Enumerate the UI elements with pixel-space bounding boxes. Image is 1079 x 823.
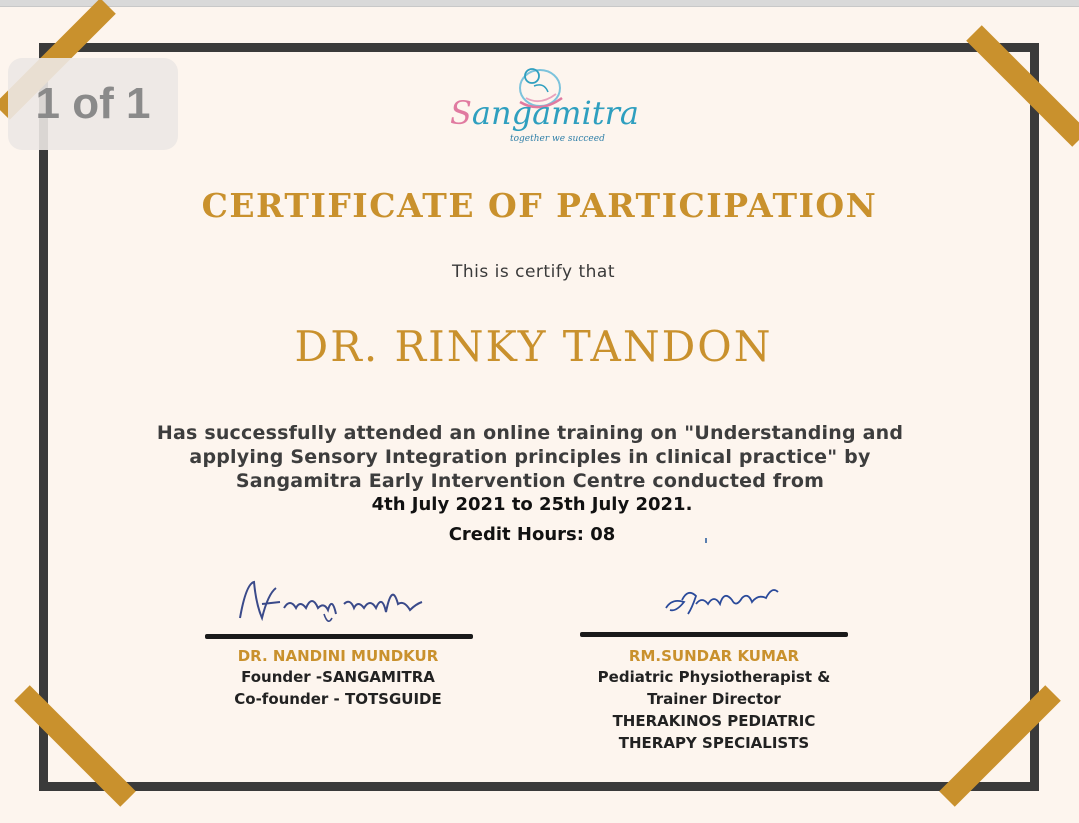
signatory-title: Co-founder - TOTSGUIDE — [234, 690, 442, 708]
training-dates: 4th July 2021 to 25th July 2021. — [371, 494, 693, 515]
ink-speck — [705, 538, 707, 543]
certify-line: This is certify that — [452, 262, 615, 282]
signatory-title: Trainer Director — [647, 690, 781, 708]
body-line: Has successfully attended an online training on "Understanding and — [156, 422, 904, 444]
signatory-title: Pediatric Physiotherapist & — [597, 668, 831, 686]
logo-wordmark — [450, 94, 639, 132]
certificate-body — [100, 421, 960, 493]
sangamitra-logo — [440, 62, 639, 154]
logo-rest-letters: angamitra — [471, 94, 639, 132]
signature-line-right — [580, 632, 848, 637]
certificate-frame — [39, 43, 1039, 791]
signature-line-left — [205, 634, 473, 639]
body-line: applying Sensory Integration principles in clinical practice" by — [189, 446, 871, 468]
signature-sundar-kumar — [662, 578, 782, 623]
signatory-name: RM.SUNDAR KUMAR — [628, 647, 800, 665]
signatory-right — [564, 646, 864, 754]
logo-tagline: together we succeed — [510, 134, 605, 144]
signatory-org: THERAPY SPECIALISTS — [618, 734, 810, 752]
logo-first-letter: S — [450, 94, 472, 132]
viewer-top-edge — [0, 0, 1079, 7]
page-indicator-badge: 1 of 1 — [8, 58, 178, 150]
recipient-name: DR. RINKY TANDON — [294, 322, 773, 371]
credit-hours: Credit Hours: 08 — [448, 524, 616, 545]
body-line: Sangamitra Early Intervention Centre conducted from — [235, 470, 825, 492]
signatory-title: Founder -SANGAMITRA — [241, 668, 435, 686]
signature-nandini-mundkur — [232, 574, 447, 634]
signatory-left — [190, 646, 486, 710]
signatory-org: THERAKINOS PEDIATRIC — [612, 712, 816, 730]
certificate-title: CERTIFICATE OF PARTICIPATION — [201, 186, 878, 225]
signatory-name: DR. NANDINI MUNDKUR — [237, 647, 439, 665]
